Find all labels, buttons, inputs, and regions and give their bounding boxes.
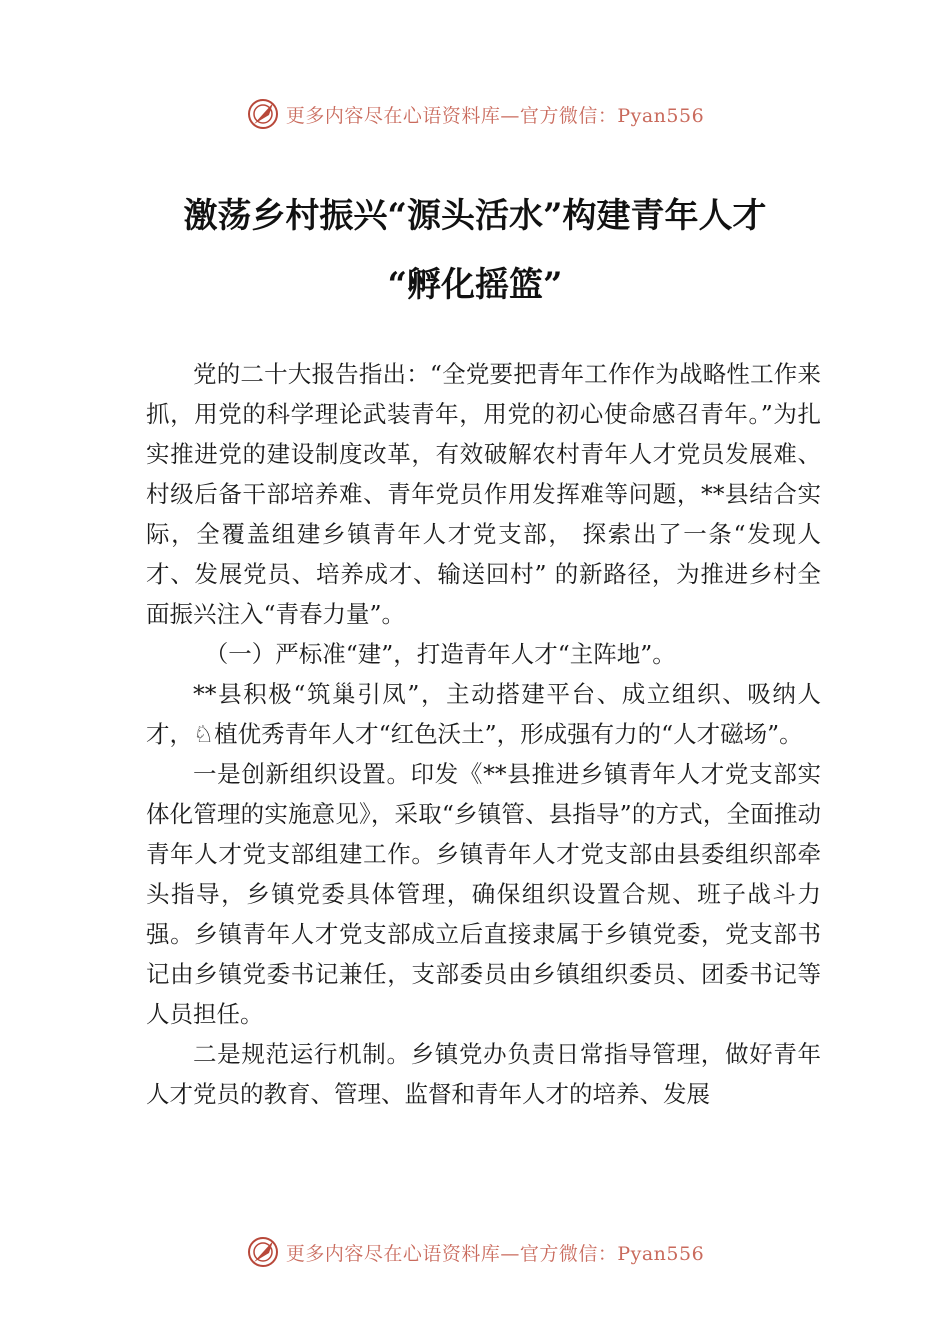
document-title-line-1: 激荡乡村振兴“源头活水”构建青年人才 bbox=[183, 196, 767, 236]
body-paragraph: 一是创新组织设置。印发《**县推进乡镇青年人才党支部实体化管理的实施意见》，采取“乡镇管、县指导”的方式，全面推动青年人才党支部组建工作。乡镇青年人才党支部由县委组织部牵头指导，乡镇党委具体管理，确保组织设置合规、班子战斗力强。乡镇青年人才党支部成立后直接隶属于乡镇党委，党支部书记由乡镇党委书记兼任，支部委员由乡镇组织委员、团委书记等人员担任。 bbox=[146, 760, 821, 1028]
document-title-line-2: “孵化摇篮” bbox=[387, 265, 563, 305]
document-body bbox=[146, 354, 821, 1114]
watermark-text: 更多内容尽在心语资料库—官方微信：Pyan556 bbox=[285, 1242, 705, 1265]
quill-seal-icon bbox=[246, 1235, 280, 1269]
body-paragraph: **县积极“筑巢引凤”，主动搭建平台、成立组织、吸纳人才，♘植优秀青年人才“红色沃土”，形成强有力的“人才磁场”。 bbox=[146, 680, 821, 748]
quill-seal-icon bbox=[246, 97, 280, 131]
watermark-banner-top bbox=[0, 94, 950, 134]
section-heading: （一）严标准“建”，打造青年人才“主阵地”。 bbox=[204, 640, 676, 668]
intro-paragraph: 党的二十大报告指出：“全党要把青年工作作为战略性工作来抓，用党的科学理论武装青年，用党的初心使命感召青年。”为扎实推进党的建设制度改革，有效破解农村青年人才党员发展难、村级后备干部培养难、青年党员作用发挥难等问题，**县结合实际，全覆盖组建乡镇青年人才党支部， 探索出了一条“发现人才、发展党员、培养成才、输送回村” 的新路径，为推进乡村全面振兴注入“青春力量”。 bbox=[146, 360, 821, 628]
watermark-text: 更多内容尽在心语资料库—官方微信：Pyan556 bbox=[285, 104, 705, 127]
body-paragraph: 二是规范运行机制。乡镇党办负责日常指导管理，做好青年人才党员的教育、管理、监督和青年人才的培养、发展 bbox=[146, 1040, 821, 1108]
watermark-banner-bottom bbox=[0, 1232, 950, 1272]
